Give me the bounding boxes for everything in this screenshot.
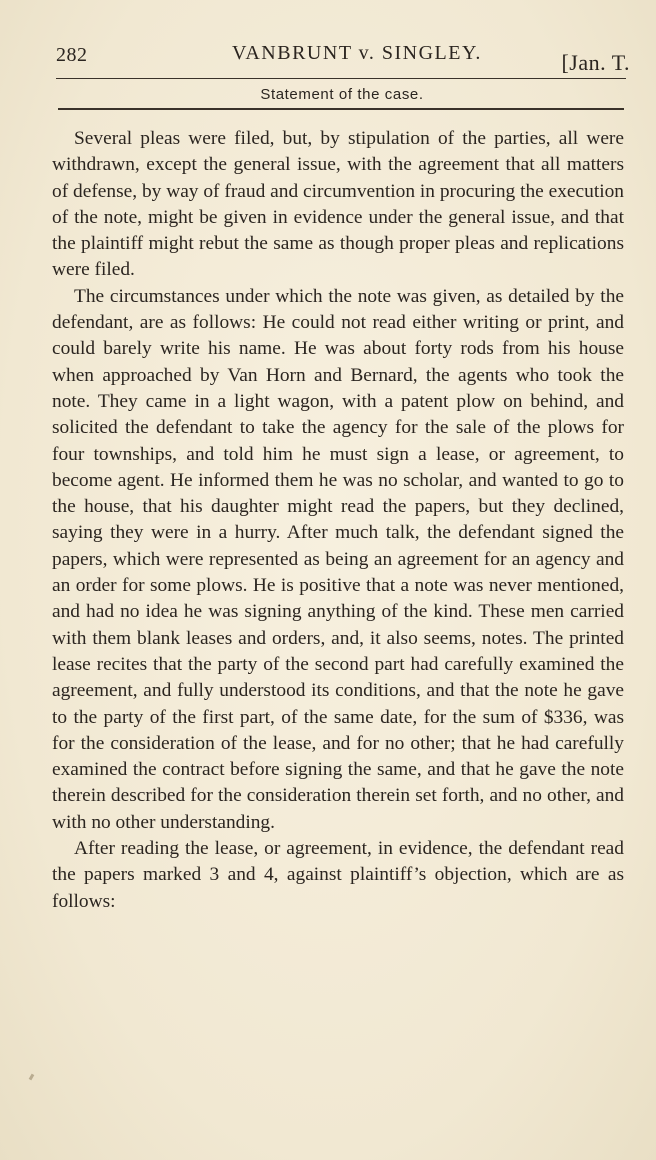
body-text [52,126,624,915]
paragraph: Several pleas were filed, but, by stipulation of the parties, all were withdrawn, except the general issue, with the agreement that all matters of defense, by way of fraud and circumvention in procuring the execution of the note, might be given in evidence under the general issue, and that the plaintiff might rebut the same as though proper pleas and replications were filed. [52,128,624,281]
paragraph: The circumstances under which the note was given, as detailed by the defendant, are as follows: He could not read either writing or print, and could barely write his name. He was about forty rods from his house when approached by Van Horn and Bernard, the agents who took the note. They came in a light wagon, with a patent plow on behind, and solicited the defendant to take the agency for the sale of the plows for four townships, and told him he must sign a lease, or agreement, to become agent. He informed them he was no scholar, and wanted to go to the house, that his daughter might read the papers, but they declined, saying they were in a hurry. After much talk, the defendant signed the papers, which were represented as being an agreement for an agency and an order for some plows. He is positive that a note was never mentioned, and had no idea he was signing anything of the kind. These men carried with them blank leases and orders, and, it also seems, notes. The printed lease recites that the party of the second part had carefully examined the agreement, and fully understood its conditions, and that the note he gave to the party of the first part, of the same date, for the sum of $336, was for the consideration of the lease, and for no other; that he had carefully examined the contract before signing the same, and that he gave the note therein described for the consideration therein set forth, and no other, and with no other understanding. [52,285,624,833]
running-date: [Jan. T. [561,50,630,75]
page-header [56,38,630,78]
subhead-rule [58,108,624,110]
page-number: 282 [56,44,88,66]
header-rule [56,78,626,79]
section-subhead: Statement of the case. [260,86,424,103]
paragraph: After reading the lease, or agreement, in evidence, the defendant read the papers marked 3 and 4, against plaintiff’s objection, which are as follows: [52,838,624,912]
running-head: VANBRUNT v. SINGLEY. [232,42,482,64]
paper-blemish [29,1074,35,1081]
